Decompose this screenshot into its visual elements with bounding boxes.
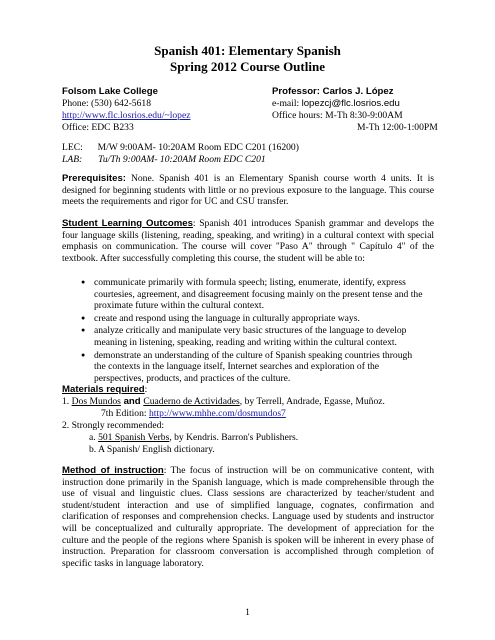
materials-item-2a: a. 501 Spanish Verbs, by Kendris. Barron's Publishers.	[89, 432, 299, 443]
office-location: Office: EDC B233	[62, 122, 134, 133]
slo-text: : Spanish 401 introduces Spanish grammar and develops the four language skills (listening, reading, speaking, and writing) in a cultural context with special emphasis on communication. The course will cover "Paso A" through " Capítulo 4" of the textbook. After successfully completing this course, the student will be able to:	[62, 218, 434, 264]
bullet-icon: ●	[81, 350, 86, 359]
page-number: 1	[245, 607, 250, 618]
materials-heading: Materials required	[62, 384, 145, 395]
slo-list	[81, 277, 424, 385]
lec-value: M/W 9:00AM- 10:20AM Room EDC C201 (16200)	[97, 142, 299, 153]
office-hours-1: Office hours: M-Th 8:30-9:00AM	[272, 110, 403, 121]
lecture-schedule	[62, 142, 299, 154]
bullet-icon: ●	[81, 326, 86, 335]
textbook-title: Dos Mundos	[71, 396, 121, 407]
workbook-title: Cuaderno de Actividades	[143, 396, 240, 407]
prerequisites-heading: Prerequisites:	[62, 173, 126, 184]
materials-edition-line: 7th Edition: http://www.mhhe.com/dosmundos7	[101, 408, 286, 419]
lab-value: Tu/Th 9:00AM- 10:20AM Room EDC C201	[98, 154, 266, 165]
slo-section	[62, 218, 434, 264]
email-label: e-mail:	[272, 98, 302, 109]
verbs-book-title: 501 Spanish Verbs	[98, 432, 170, 443]
prerequisites-section	[62, 173, 434, 208]
lab-label: LAB:	[62, 154, 83, 165]
lec-label: LEC:	[62, 142, 83, 153]
textbook-website-link[interactable]: http://www.mhhe.com/dosmundos7	[148, 408, 286, 419]
instruction-heading: Method of instruction	[62, 465, 164, 476]
list-item: ● create and respond using the language in culturally appropriate ways.	[81, 312, 360, 324]
course-subtitle: Spring 2012 Course Outline	[170, 59, 325, 74]
email-line	[272, 98, 400, 110]
materials-heading-line: Materials required:	[62, 384, 148, 395]
materials-item-2: 2. Strongly recommended:	[62, 420, 165, 431]
list-item: ● analyze critically and manipulate very basic structures of the language to develop meaning in listening, speaking, reading and writing within the cultural context.	[81, 325, 407, 348]
office-hours-2: M-Th 12:00-1:00PM	[357, 122, 438, 133]
email-address[interactable]: lopezcj@flc.losrios.edu	[301, 98, 400, 109]
instruction-text: : The focus of instruction will be on communicative content, with instruction done primarily in the Spanish language, which is made comprehensible through the use of visual and linguistic clues. Class sessions are characterized by teacher/student and student/student interaction and use of simplified language, cognates, confirmation and clarification of responses and comprehension checks. Language used by students and instructor will be conceptualized and culturally appropriate. The development of appreciation for the culture and the people of the regions where Spanish is spoken will be inherent in every phase of instruction. Preparation for classroom conversation is accomplished through completion of specific tasks in language laboratory.	[62, 465, 434, 569]
lab-schedule	[62, 154, 266, 166]
bullet-icon: ●	[81, 313, 86, 322]
course-website-link[interactable]: http://www.flc.losrios.edu/~lopez	[62, 110, 191, 121]
bullet-icon: ●	[81, 278, 86, 286]
course-title: Spanish 401: Elementary Spanish	[154, 43, 341, 58]
prerequisites-text: None. Spanish 401 is an Elementary Spanish course worth 4 units. It is designed for beginning students with little or no previous exposure to the language. This course meets the requirements and rigor for UC and CSU transfer.	[62, 173, 434, 208]
instruction-section	[62, 465, 434, 569]
materials-item-2b: b. A Spanish/ English dictionary.	[89, 444, 215, 455]
list-item: ● demonstrate an understanding of the culture of Spanish speaking countries through the contexts in the language itself, Internet searches and exploration of the perspectives, products, and practices of the culture.	[81, 349, 413, 384]
slo-heading: Student Learning Outcomes	[62, 218, 193, 229]
materials-item-1: 1. Dos Mundos and Cuaderno de Actividades, by Terrell, Andrade, Egasse, Muñoz.	[62, 396, 385, 407]
college-name: Folsom Lake College	[62, 86, 158, 97]
list-item: ● communicate primarily with formula speech; listing, enumerate, identify, express courtesies, agreement, and disagreement focusing mainly on the present tense and the proximate future within the cultural context.	[81, 277, 423, 312]
professor-name: Professor: Carlos J. López	[272, 86, 394, 97]
phone: Phone: (530) 642-5618	[62, 98, 151, 109]
